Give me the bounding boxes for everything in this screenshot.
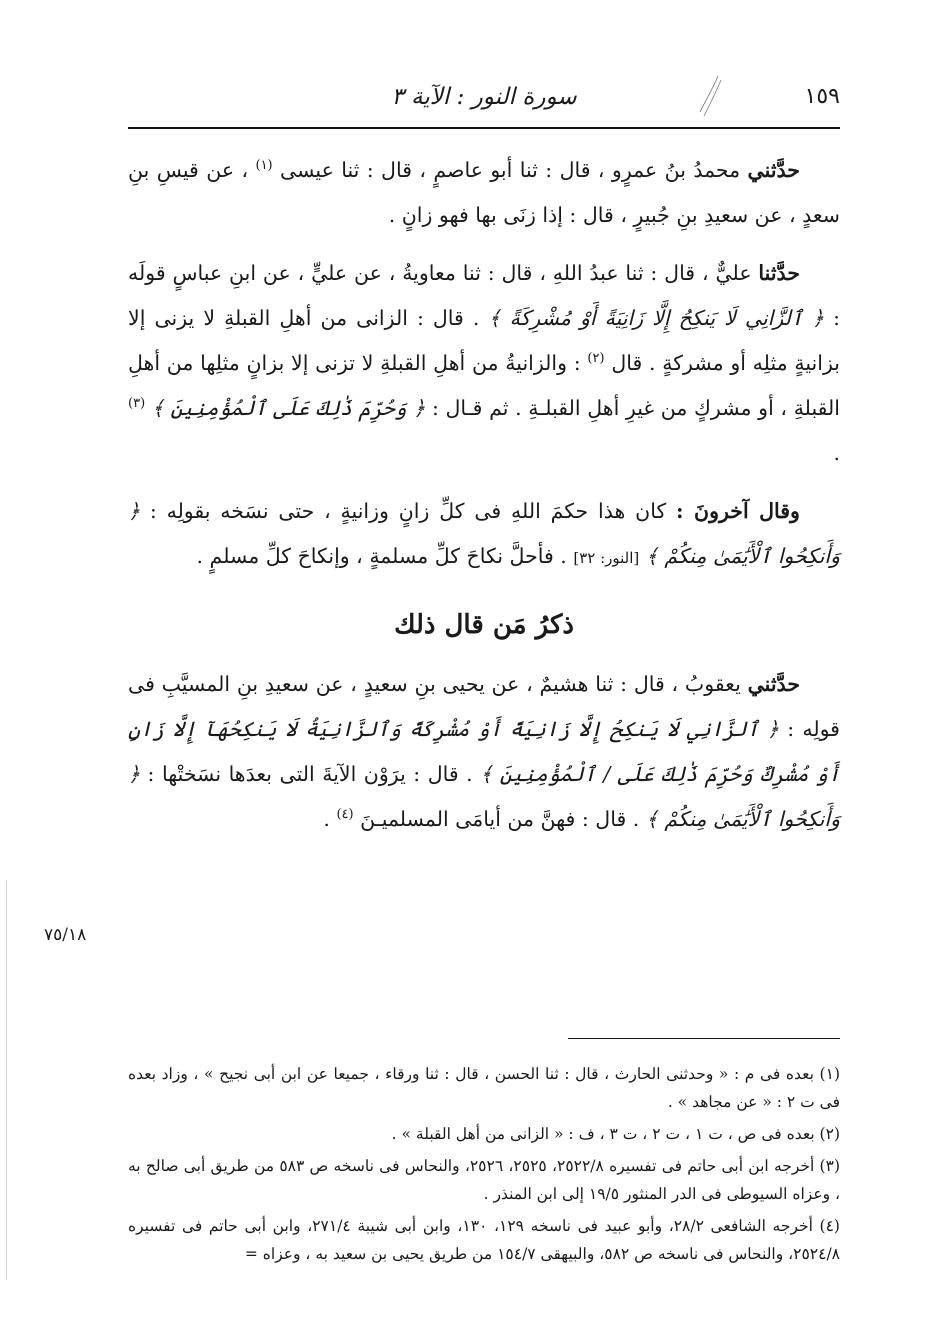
page-number: ١٥٩	[804, 84, 840, 109]
footnote-2: (٢) بعده فى ص ، ت ١ ، ت ٢ ، ت ٣ ، ف : « الزانى من أهل القبلة » .	[391, 1125, 840, 1143]
footnote-ref-1[interactable]: (١)	[255, 158, 273, 174]
running-title: سورة النور : الآية ٣	[391, 84, 577, 110]
paragraph-text: : والزانيةُ من أهلِ القبلةِ لا تزنى إلا بزانٍ مثلِها من أهلِ القبلةِ ، أو مشركٍ من غيرِ أهلِ القبلـةِ . ثم قـال :	[128, 351, 840, 420]
paragraph-1	[128, 148, 840, 238]
paragraph-text: محمدُ بنُ عمرٍو ، قال : ثنا أبو عاصمٍ ، قال : ثنا عيسى	[280, 158, 741, 182]
paragraph-tail: .	[833, 441, 840, 465]
quran-quote: ﴿ ٱلزَّانِي لَا يَنكِحُ إِلَّا زَانِيَةً أَوْ مُشْرِكَةً ﴾	[488, 306, 824, 330]
footnote-1: (١) بعده فى م : « وحدثنى الحارث ، قال : ثنا الحسن ، قال : ثنا ورقاء ، جميعا عن ابن أبى نجيح » ، وزاد بعده فى ت ٢ : « عن مجاهد » .	[128, 1065, 840, 1111]
footnotes	[128, 1060, 840, 1272]
header-rule	[128, 127, 840, 129]
paragraph-4	[128, 662, 840, 842]
paragraph-lead: وقال آخرونَ :	[676, 499, 800, 523]
footnote-ref-3[interactable]: (٣)	[128, 396, 146, 412]
quran-quote: ﴿ ٱلزَّانِي لَا يَنكِحُ إِلَّا زَانِيَةً أَوْ مُشْرِكَةً وَٱلزَّانِيَةُ لَا يَنكِحُهَآ إِلَّا زَانٍ أَوْ مُشْرِكٌ وَحُرِّمَ ذَٰلِكَ عَلَى / ٱلْمُؤْمِنِينَ ﴾	[128, 717, 840, 786]
ink-scribble-mark	[688, 72, 728, 122]
section-heading: ذكرُ مَن قال ذلك	[394, 610, 574, 640]
scan-edge-line	[6, 880, 7, 1280]
paragraph-tail: ، عن قيسِ بنِ سعدٍ ، عن سعيدِ بنِ جُبيرٍ ، قال : إذا زنَى بها فهو زانٍ .	[128, 158, 840, 227]
paragraph-2	[128, 251, 840, 476]
paragraph-text: يعقوبُ ، قال : ثنا هشيمٌ ، عن يحيى بنِ سعيدٍ ، عن سعيدِ بنِ المسيَّبِ فى قولِه :	[128, 672, 840, 741]
paragraph-text: . قال : الزانى من أهلِ القبلةِ لا يزنى إلا بزانيةٍ مثلِه أو مشركةٍ . قال	[128, 306, 840, 375]
paragraph-lead: حدَّثني	[747, 158, 800, 182]
paragraph-end: .	[323, 807, 330, 831]
footnote-ref-2[interactable]: (٢)	[587, 351, 605, 367]
paragraph-text: . قال : فهنَّ من أيامَى المسلميـنَ	[360, 807, 640, 831]
running-head	[128, 84, 840, 124]
footnote-ref-4[interactable]: (٤)	[336, 807, 354, 823]
quran-quote: ﴿ وَحُرِّمَ ذَٰلِكَ عَلَى ٱلْمُؤْمِنِينَ ﴾	[151, 396, 426, 420]
paragraph-text: كان هذا حكمَ اللهِ فى كلِّ زانٍ وزانيةٍ ، حتى نسَخه بقولِه :	[149, 499, 667, 523]
paragraph-tail: . فأحلَّ نكاحَ كلِّ مسلمةٍ ، وإنكاحَ كلِّ مسلمٍ .	[196, 544, 567, 568]
paragraph-text: عليٌّ ، قال : ثنا عبدُ اللهِ ، قال : ثنا معاويةُ ، عن عليٍّ ، عن ابنِ عباسٍ قولَه :	[128, 261, 840, 330]
main-text	[128, 148, 840, 855]
footnote-4: (٤) أخرجه الشافعى ٢٨/٢، وأبو عبيد فى ناسخه ١٢٩، ١٣٠، وابن أبى شيبة ٢٧١/٤، وابن أبى حاتم فى تفسيره ٢٥٢٤/٨، والنحاس فى ناسخه ص ٥٨٢، والبيهقى ١٥٤/٧ من طريق يحيى بن سعيد به ، وعزاه =	[128, 1217, 840, 1263]
paragraph-3	[128, 489, 840, 581]
paragraph-lead: حدَّثني	[747, 672, 800, 696]
quran-quote: ﴿ وَأَنكِحُوا ٱلْأَيَٰمَىٰ مِنكُمْ ﴾	[128, 499, 840, 568]
quran-source: [النور: ٣٢]	[573, 549, 640, 567]
paragraph-text: . قال : يرَوْن الآيةَ التى بعدَها نسَختْها :	[147, 762, 473, 786]
paragraph-lead: حدَّثنا	[758, 261, 800, 285]
margin-volume-page-note: ٧٥/١٨	[44, 925, 87, 945]
footnote-rule	[568, 1038, 840, 1039]
quran-quote: ﴿ وَأَنكِحُوا ٱلْأَيَٰمَىٰ مِنكُمْ ﴾	[128, 762, 840, 831]
footnote-3: (٣) أخرجه ابن أبى حاتم فى تفسيره ٢٥٢٢/٨، ٢٥٢٥، ٢٥٢٦، والنحاس فى ناسخه ص ٥٨٣ من طريق أبى صالح به ، وعزاه السيوطى فى الدر المنثور ١٩/٥ إلى ابن المنذر .	[128, 1157, 840, 1203]
